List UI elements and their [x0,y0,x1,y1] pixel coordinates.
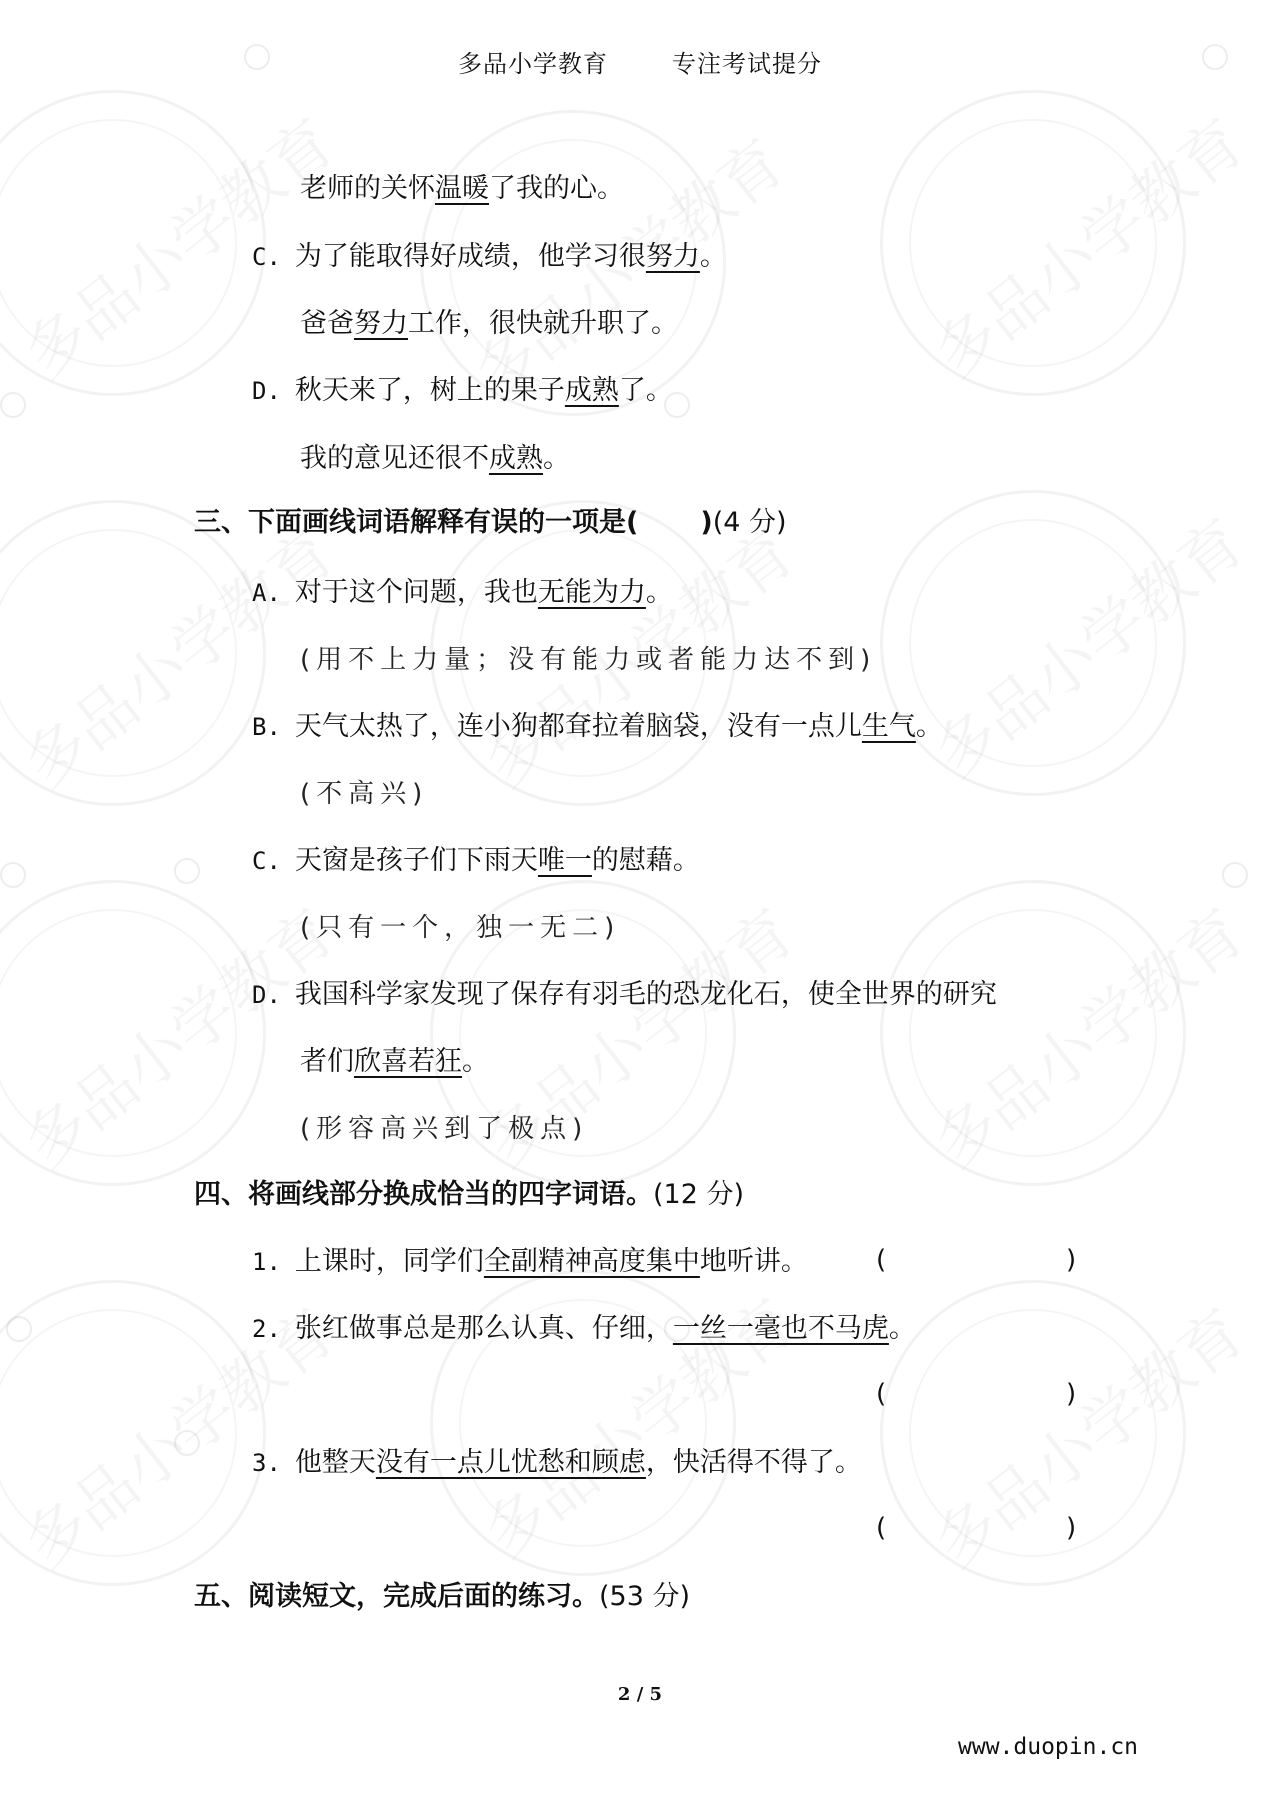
underlined-word: 没有一点儿忧愁和顾虑 [375,1447,646,1478]
q3-title-close: ) [700,507,713,538]
sentence-text: 。 [915,711,943,742]
answer-blank-close[interactable]: ) [1066,1379,1077,1409]
q3-title: 三、下面画线词语解释有误的一项是( [194,507,639,538]
text-line [252,708,943,746]
underlined-word: 无能为力 [537,577,646,608]
sentence-text: 。 [462,1046,489,1077]
option-label: 2. [252,1315,281,1343]
watermark-dot [174,1430,200,1456]
text-line [300,170,624,208]
watermark-seal [0,90,266,396]
underlined-word: 欣喜若狂 [354,1046,462,1077]
underlined-word: 努力 [354,308,408,339]
watermark-dot [0,862,26,888]
q3-points: (4 分) [712,507,787,538]
sentence-text: 我的意见还很不 [300,443,489,474]
sentence-text: 张红做事总是那么认真、仔细， [294,1313,673,1344]
answer-blank-close[interactable]: ) [1066,1513,1077,1543]
sentence-text: 爸爸 [300,308,354,339]
sentence-text: 者们 [300,1046,354,1077]
underlined-word: 生气 [861,711,916,742]
sentence-text: ，快活得不得了。 [645,1447,862,1478]
sentence-text: 工作，很快就升职了。 [408,308,678,339]
underlined-word: 全副精神高度集中 [483,1246,700,1277]
text-line [252,1444,862,1482]
watermark-seal [0,880,266,1186]
explanation-text: (只有一个，独一无二) [300,913,621,943]
explanation-text: (形容高兴到了极点) [300,1114,589,1144]
sentence-text: 上课时，同学们 [294,1246,484,1277]
q5-heading [194,1578,690,1616]
text-line [252,976,997,1014]
text-line [300,1043,489,1081]
sentence-text: 地听讲。 [699,1246,808,1277]
q3-heading [194,504,787,542]
sentence-text: 他整天 [294,1447,376,1478]
option-label: C. [252,243,281,271]
sentence-text: 。 [699,241,727,272]
explanation-text: (用不上力量；没有能力或者能力达不到) [300,645,877,675]
page-header [0,44,1280,79]
option-label: C. [252,847,281,875]
sentence-text: 。 [543,443,570,474]
option-label: B. [252,713,281,741]
page-number: 2 / 5 [617,1684,663,1705]
watermark-seal [0,1280,266,1586]
option-label: 3. [252,1449,281,1477]
option-label: 1. [252,1248,281,1276]
header-org: 多品小学教育 [458,50,608,78]
option-label: A. [252,579,281,607]
sentence-text: 为了能取得好成绩，他学习很 [294,241,646,272]
text-line [300,305,678,343]
sentence-text: 老师的关怀 [300,173,435,204]
explanation-text: (不高兴) [300,779,429,809]
watermark-dot [0,392,26,418]
option-label: D. [252,981,281,1009]
text-line [252,574,673,612]
sentence-text: 的慰藉。 [591,845,700,876]
q4-title: 四、将画线部分换成恰当的四字词语。 [194,1179,653,1210]
sentence-text: 了。 [618,375,673,406]
answer-blank-open[interactable]: ( [876,1379,887,1409]
sentence-text: 我国科学家发现了保存有羽毛的恐龙化石，使全世界的研究 [294,979,997,1010]
underlined-word: 成熟 [564,375,619,406]
header-slogan: 专注考试提分 [672,50,822,78]
watermark-text [912,95,1260,394]
watermark-seal [880,490,1186,796]
watermark-text [2,505,350,804]
q4-heading [194,1176,744,1214]
footer-url: www.duopin.cn [958,1734,1139,1760]
underlined-word: 温暖 [435,173,489,204]
underlined-word: 唯一 [537,845,592,876]
watermark-text [912,1285,1260,1584]
sentence-text: 了我的心。 [489,173,624,204]
q5-title: 五、阅读短文，完成后面的练习。 [194,1581,599,1612]
watermark-text [2,885,350,1184]
text-line [252,372,673,410]
sentence-text: 天气太热了，连小狗都耷拉着脑袋，没有一点儿 [294,711,862,742]
q5-points: (53 分) [599,1581,691,1612]
watermark-seal [880,1280,1186,1586]
underlined-word: 努力 [645,241,700,272]
sentence-text: 天窗是孩子们下雨天 [294,845,538,876]
watermark-seal [880,90,1186,396]
watermark-dot [1222,862,1248,888]
text-line [252,238,727,276]
sentence-text: 秋天来了，树上的果子 [294,375,565,406]
watermark-text [912,885,1260,1184]
text-line [252,842,700,880]
answer-blank-open[interactable]: ( [876,1245,887,1275]
underlined-word: 成熟 [489,443,543,474]
watermark-dot [174,858,200,884]
watermark-seal [0,500,266,806]
q4-points: (12 分) [653,1179,745,1210]
watermark-seal [880,880,1186,1186]
text-line [300,440,570,478]
sentence-text: 。 [645,577,673,608]
answer-blank-close[interactable]: ) [1066,1245,1077,1275]
watermark-dot [6,1316,32,1342]
option-label: D. [252,377,281,405]
underlined-word: 一丝一毫也不马虎 [672,1313,889,1344]
sentence-text: 对于这个问题，我也 [294,577,538,608]
text-line [252,1243,808,1281]
sentence-text: 。 [888,1313,916,1344]
watermark-text [912,495,1260,794]
text-line [252,1310,916,1348]
answer-blank-open[interactable]: ( [876,1513,887,1543]
